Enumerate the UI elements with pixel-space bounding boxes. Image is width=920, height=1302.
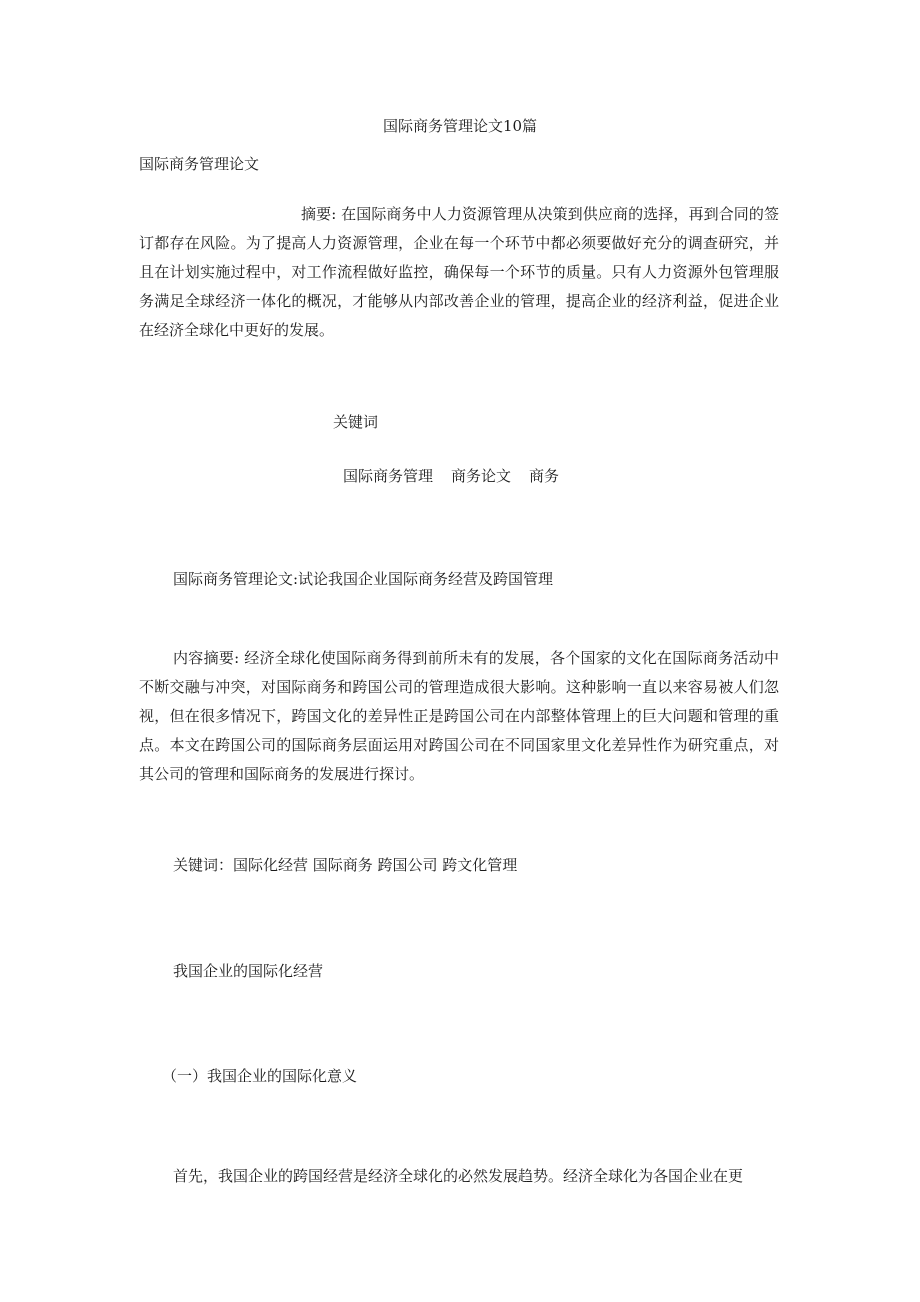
keywords-line: 关键词：国际化经营 国际商务 跨国公司 跨文化管理 — [173, 856, 518, 874]
keywords-list — [343, 466, 559, 486]
abstract-paragraph-2: 内容摘要: 经济全球化使国际商务得到前所未有的发展，各个国家的文化在国际商务活动中不断交融与冲突，对国际商务和跨国公司的管理造成很大影响。这种影响一直以来容易被人们忽视，但在很多情况下，跨国文化的差异性正是跨国公司在内部整体管理上的巨大问题和管理的重点。本文在跨国公司的国际商务层面运用对跨国公司在不同国家里文化差异性作为研究重点，对其公司的管理和国际商务的发展进行探讨。 — [139, 649, 779, 783]
keyword-item: 国际商务管理 — [343, 467, 434, 485]
document-subtitle: 国际商务管理论文 — [139, 155, 260, 173]
paper-title: 国际商务管理论文:试论我国企业国际商务经营及跨国管理 — [173, 570, 554, 588]
body-paragraph: 首先，我国企业的跨国经营是经济全球化的必然发展趋势。经济全球化为各国企业在更 — [173, 1167, 744, 1185]
document-title: 国际商务管理论文10篇 — [382, 117, 538, 135]
keyword-item: 商务论文 — [451, 467, 512, 485]
keyword-item: 商务 — [529, 467, 560, 485]
keywords-heading: 关键词 — [333, 413, 379, 431]
abstract-paragraph-1: 摘要: 在国际商务中人力资源管理从决策到供应商的选择，再到合同的签订都存在风险。为了提高人力资源管理，企业在每一个环节中都必须要做好充分的调查研究，并且在计划实施过程中，对工作流程做好监控，确保每一个环节的质量。只有人力资源外包管理服务满足全球经济一体化的概况，才能够从内部改善企业的管理，提高企业的经济利益，促进企业在经济全球化中更好的发展。 — [139, 205, 779, 339]
section-heading: 我国企业的国际化经营 — [173, 962, 324, 980]
subsection-heading: （一）我国企业的国际化意义 — [162, 1067, 358, 1085]
